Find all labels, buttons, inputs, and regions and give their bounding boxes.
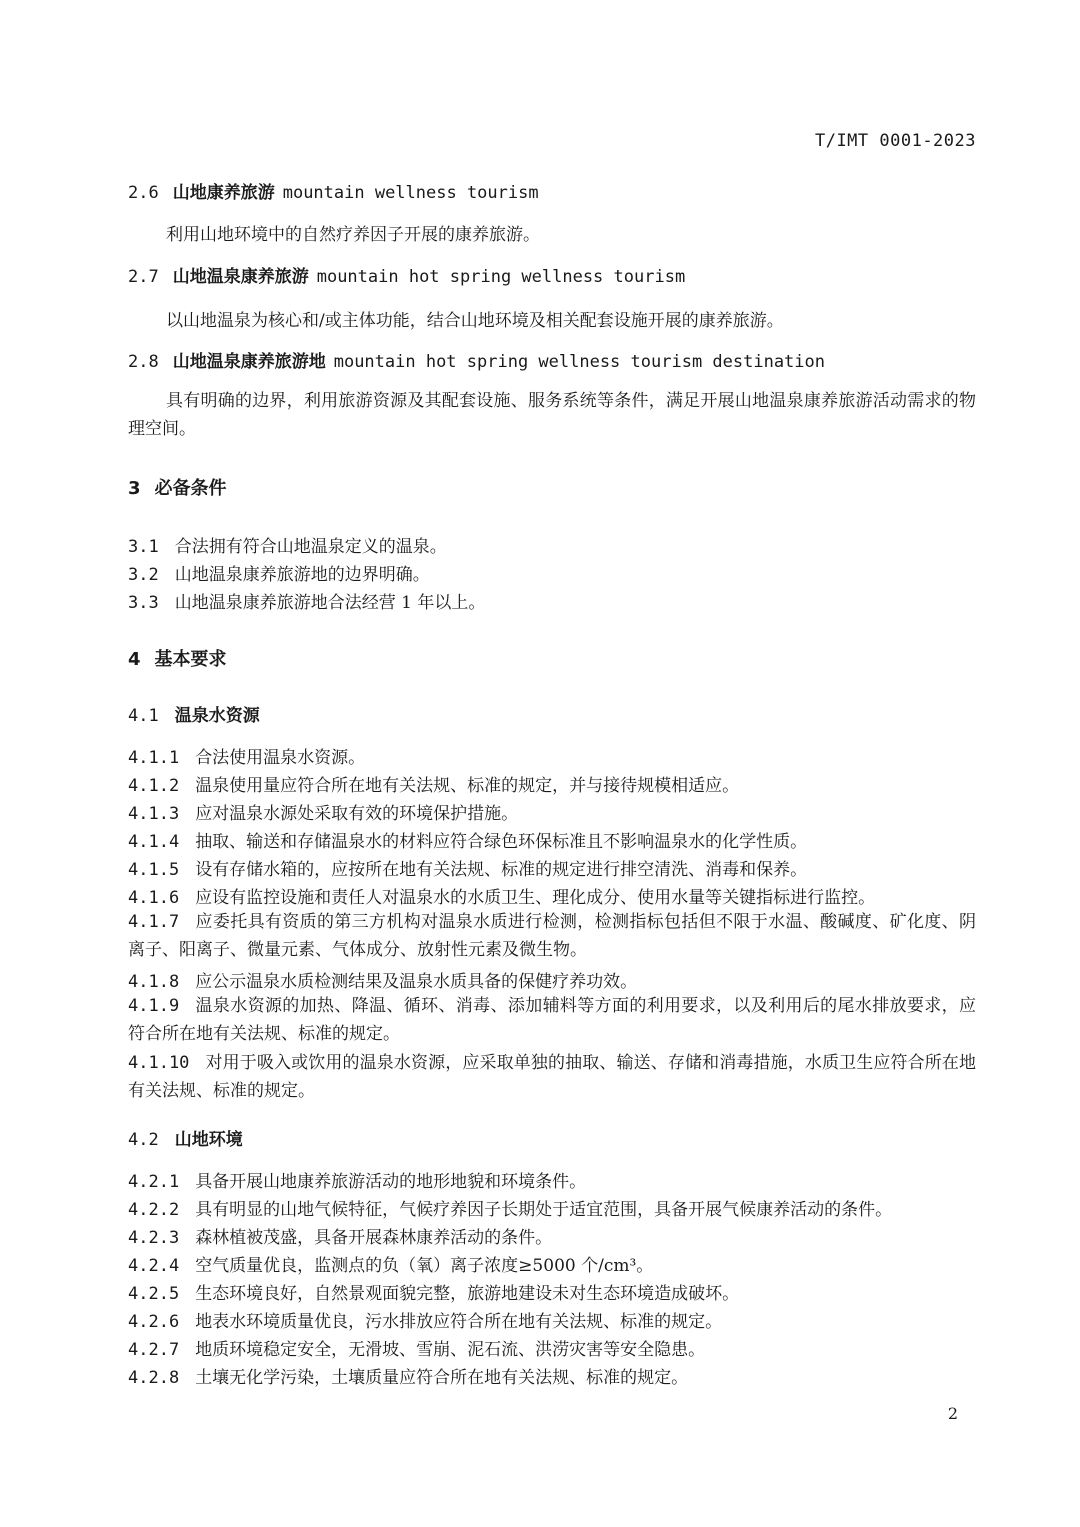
item-number: 4.2.4	[128, 1256, 180, 1276]
item-text: 温泉使用量应符合所在地有关法规、标准的规定，并与接待规模相适应。	[195, 776, 740, 796]
list-item	[128, 827, 807, 852]
term-chinese: 山地温泉康养旅游	[172, 267, 309, 287]
item-text: 山地温泉康养旅游地合法经营 1 年以上。	[174, 593, 486, 613]
item-text: 具有明显的山地气候特征，气候疗养因子长期处于适宜范围，具备开展气候康养活动的条件。	[195, 1200, 893, 1220]
item-text: 应对温泉水源处采取有效的环境保护措施。	[195, 804, 519, 824]
document-number: T/IMT 0001-2023	[814, 131, 976, 151]
list-item	[128, 992, 976, 1048]
item-text: 合法拥有符合山地温泉定义的温泉。	[174, 537, 447, 557]
item-number: 4.1.8	[128, 972, 180, 992]
subsection-title: 温泉水资源	[174, 706, 260, 726]
item-number: 4.2.8	[128, 1368, 180, 1388]
item-text: 地质环境稳定安全，无滑坡、雪崩、泥石流、洪涝灾害等安全隐患。	[195, 1340, 706, 1360]
list-item	[128, 799, 518, 824]
list-item	[128, 771, 739, 796]
term-heading	[128, 347, 825, 372]
list-item	[128, 560, 430, 585]
section-title: 基本要求	[154, 649, 227, 670]
item-number: 3.3	[128, 593, 159, 613]
section-number: 4	[128, 649, 141, 670]
list-item	[128, 1363, 688, 1388]
item-number: 4.2.6	[128, 1312, 180, 1332]
item-number: 3.2	[128, 565, 159, 585]
item-text: 对用于吸入或饮用的温泉水资源，应采取单独的抽取、输送、存储和消毒措施，水质卫生应符合所在地有关法规、标准的规定。	[128, 1053, 976, 1101]
term-chinese: 山地温泉康养旅游地	[172, 352, 326, 372]
term-number: 2.6	[128, 183, 159, 203]
list-item	[128, 1279, 739, 1304]
item-number: 4.2.5	[128, 1284, 180, 1304]
item-text: 地表水环境质量优良，污水排放应符合所在地有关法规、标准的规定。	[195, 1312, 723, 1332]
item-text: 应公示温泉水质检测结果及温泉水质具备的保健疗养功效。	[195, 972, 638, 992]
item-number: 4.2.3	[128, 1228, 180, 1248]
item-number: 4.2.7	[128, 1340, 180, 1360]
page-number: 2	[947, 1404, 958, 1423]
list-item	[128, 967, 637, 992]
subsection-heading	[128, 701, 260, 726]
list-item	[128, 1167, 586, 1192]
term-english: mountain hot spring wellness tourism	[316, 267, 686, 287]
item-number: 4.1.9	[128, 996, 180, 1016]
item-number: 4.2.1	[128, 1172, 180, 1192]
term-number: 2.8	[128, 352, 159, 372]
list-item	[128, 1049, 976, 1105]
term-number: 2.7	[128, 267, 159, 287]
item-text: 空气质量优良，监测点的负（氧）离子浓度≥5000 个/cm³。	[195, 1256, 654, 1276]
section-heading	[128, 645, 227, 671]
list-item	[128, 588, 485, 613]
list-item	[128, 1195, 892, 1220]
section-heading	[128, 474, 227, 500]
item-text: 温泉水资源的加热、降温、循环、消毒、添加辅料等方面的利用要求，以及利用后的尾水排放要求，应符合所在地有关法规、标准的规定。	[128, 996, 976, 1044]
item-number: 4.2.2	[128, 1200, 180, 1220]
item-text: 设有存储水箱的，应按所在地有关法规、标准的规定进行排空清洗、消毒和保养。	[195, 860, 808, 880]
subsection-heading	[128, 1125, 243, 1150]
term-definition: 利用山地环境中的自然疗养因子开展的康养旅游。	[166, 225, 540, 245]
item-number: 4.1.5	[128, 860, 180, 880]
item-number: 4.1.3	[128, 804, 180, 824]
subsection-number: 4.2	[128, 1130, 159, 1150]
item-text: 抽取、输送和存储温泉水的材料应符合绿色环保标准且不影响温泉水的化学性质。	[195, 832, 808, 852]
list-item	[128, 532, 447, 557]
list-item	[128, 1223, 552, 1248]
item-number: 4.1.2	[128, 776, 180, 796]
item-text: 应设有监控设施和责任人对温泉水的水质卫生、理化成分、使用水量等关键指标进行监控。	[195, 888, 876, 908]
list-item	[128, 908, 976, 964]
term-definition: 具有明确的边界，利用旅游资源及其配套设施、服务系统等条件，满足开展山地温泉康养旅游活动需求的物理空间。	[128, 391, 976, 439]
subsection-number: 4.1	[128, 706, 159, 726]
item-text: 山地温泉康养旅游地的边界明确。	[174, 565, 430, 585]
item-text: 森林植被茂盛，具备开展森林康养活动的条件。	[195, 1228, 553, 1248]
term-heading	[128, 262, 685, 287]
subsection-title: 山地环境	[174, 1130, 243, 1150]
term-english: mountain hot spring wellness tourism destination	[333, 352, 825, 372]
term-english: mountain wellness tourism	[282, 183, 539, 203]
item-text: 生态环境良好，自然景观面貌完整，旅游地建设未对生态环境造成破坏。	[195, 1284, 740, 1304]
list-item	[128, 1251, 653, 1276]
section-number: 3	[128, 478, 141, 499]
item-text: 具备开展山地康养旅游活动的地形地貌和环境条件。	[195, 1172, 587, 1192]
term-heading	[128, 178, 539, 203]
item-text: 土壤无化学污染，土壤质量应符合所在地有关法规、标准的规定。	[195, 1368, 689, 1388]
item-number: 3.1	[128, 537, 159, 557]
item-text: 合法使用温泉水资源。	[195, 748, 366, 768]
item-number: 4.1.4	[128, 832, 180, 852]
item-number: 4.1.6	[128, 888, 180, 908]
term-chinese: 山地康养旅游	[172, 183, 275, 203]
item-number: 4.1.7	[128, 912, 180, 932]
item-number: 4.1.1	[128, 748, 180, 768]
list-item	[128, 743, 365, 768]
item-text: 应委托具有资质的第三方机构对温泉水质进行检测，检测指标包括但不限于水温、酸碱度、矿化度、阴离子、阳离子、微量元素、气体成分、放射性元素及微生物。	[128, 912, 976, 960]
term-definition: 以山地温泉为核心和/或主体功能，结合山地环境及相关配套设施开展的康养旅游。	[166, 311, 784, 331]
section-title: 必备条件	[154, 478, 227, 499]
list-item	[128, 855, 807, 880]
list-item	[128, 883, 875, 908]
item-number: 4.1.10	[128, 1053, 190, 1073]
list-item	[128, 1335, 705, 1360]
list-item	[128, 1307, 722, 1332]
